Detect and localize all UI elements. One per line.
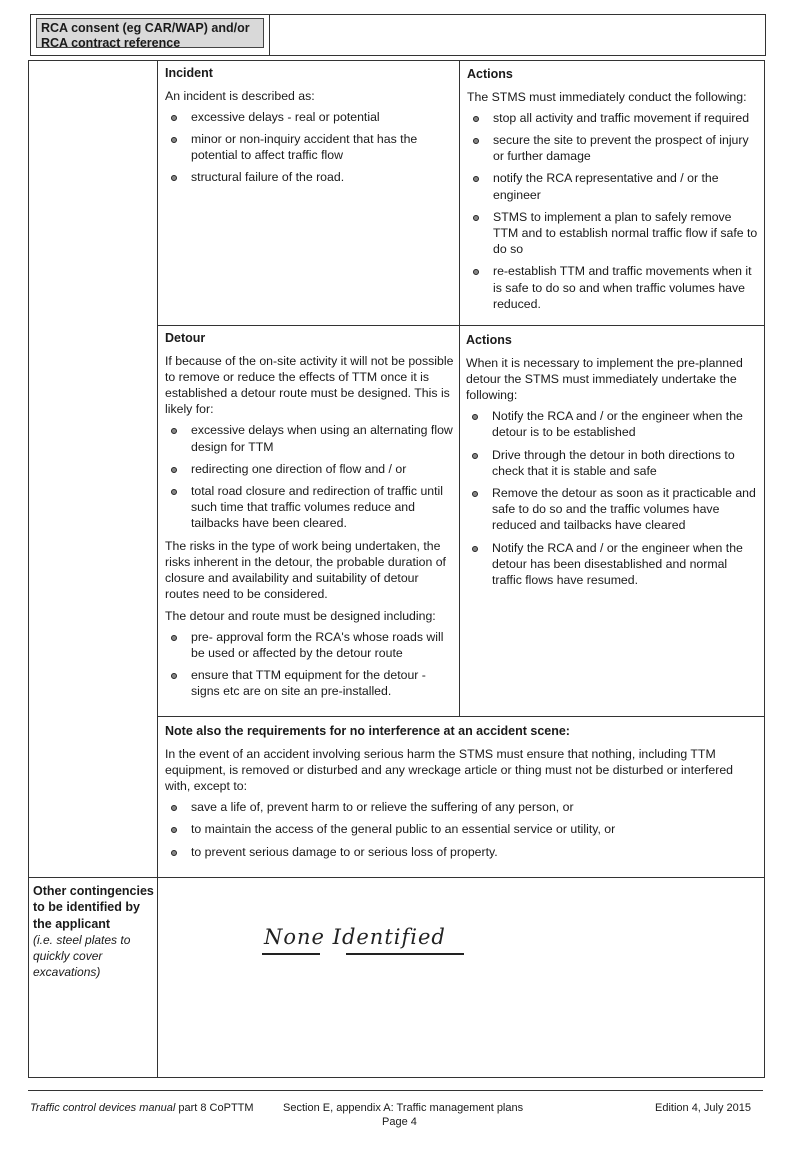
divider (459, 61, 460, 716)
incident-actions-list (467, 110, 759, 312)
note-heading: Note also the requirements for no interference at an accident scene: (165, 724, 570, 738)
detour-heading: Detour (165, 331, 206, 345)
detour-design-list (165, 629, 455, 700)
list-item: excessive delays - real or potential (165, 109, 455, 125)
list-item: to maintain the access of the general public to an essential service or utility, or (165, 821, 759, 837)
divider (157, 716, 764, 717)
rca-consent-row (30, 14, 766, 56)
list-item: minor or non-inquiry accident that has the potential to affect traffic flow (165, 131, 455, 163)
list-item: excessive delays when using an alternating flow design for TTM (165, 422, 455, 454)
list-item: to prevent serious damage to or serious loss of property. (165, 844, 759, 860)
note-cell (165, 723, 759, 866)
detour-actions-heading: Actions (466, 333, 512, 347)
footer-manual-title: Traffic control devices manual (30, 1102, 176, 1114)
footer-manual (30, 1101, 254, 1116)
rca-consent-label: RCA consent (eg CAR/WAP) and/or RCA contract reference (36, 18, 264, 48)
handwritten-answer: None Identified (264, 925, 446, 949)
other-contingencies-cell (33, 883, 155, 980)
list-item: Notify the RCA and / or the engineer when the detour is to be established (466, 408, 758, 440)
other-contingencies-hint: (i.e. steel plates to quickly cover excavations) (33, 932, 131, 980)
underline (346, 953, 464, 955)
incident-cell (165, 65, 455, 192)
detour-actions-intro: When it is necessary to implement the pre-planned detour the STMS must immediately undertake the following: (466, 355, 743, 402)
detour-intro: If because of the on-site activity it will not be possible to remove or reduce the effects of TTM once it is established a detour route must be designed. This is likely for: (165, 353, 454, 417)
list-item: redirecting one direction of flow and / or (165, 461, 455, 477)
list-item: Remove the detour as soon as it practicable and safe to do so and the traffic volumes have reduced and tailbacks have cleared (466, 485, 758, 534)
incident-intro: An incident is described as: (165, 88, 315, 103)
detour-design-intro: The detour and route must be designed including: (165, 608, 436, 623)
detour-actions-list (466, 408, 758, 588)
detour-risks: The risks in the type of work being undertaken, the risks inherent in the detour, the probable duration of closure and availability and suitability of detour routes need to be considered. (165, 538, 446, 602)
list-item: Drive through the detour in both directions to check that it is stable and safe (466, 447, 758, 479)
divider (29, 877, 764, 878)
list-item: save a life of, prevent harm to or relieve the suffering of any person, or (165, 799, 759, 815)
list-item: secure the site to prevent the prospect of injury or further damage (467, 132, 759, 164)
detour-cell (165, 330, 455, 706)
incident-actions-heading: Actions (467, 67, 513, 81)
note-list (165, 799, 759, 860)
incident-actions-cell (467, 66, 759, 318)
list-item: notify the RCA representative and / or the engineer (467, 170, 759, 202)
divider (269, 15, 270, 55)
incident-heading: Incident (165, 66, 213, 80)
list-item: stop all activity and traffic movement if required (467, 110, 759, 126)
list-item: re-establish TTM and traffic movements when it is safe to do so and when traffic volumes have reduced. (467, 263, 759, 312)
footer-edition: Edition 4, July 2015 (655, 1102, 752, 1114)
list-item: structural failure of the road. (165, 169, 455, 185)
divider (157, 61, 158, 1077)
footer-section: Section E, appendix A: Traffic management plans (283, 1102, 524, 1114)
list-item: total road closure and redirection of traffic until such time that traffic volumes reduce and tailbacks have been cleared. (165, 483, 455, 532)
incident-actions-intro: The STMS must immediately conduct the following: (467, 89, 747, 104)
footer-manual-part: part 8 CoPTTM (178, 1102, 254, 1114)
detour-actions-cell (466, 332, 758, 594)
note-intro: In the event of an accident involving serious harm the STMS must ensure that nothing, including TTM equipment, is removed or disturbed and any wreckage article or thing must not be disturbed or interfered with, except to: (165, 746, 734, 793)
list-item: STMS to implement a plan to safely remove TTM and to establish normal traffic flow if safe to do so (467, 209, 759, 258)
detour-list (165, 422, 455, 531)
list-item: Notify the RCA and / or the engineer when the detour has been disestablished and normal traffic flows have resumed. (466, 540, 758, 589)
footer-rule (28, 1090, 763, 1091)
divider (157, 325, 764, 326)
footer-page-number: Page 4 (382, 1116, 417, 1128)
other-contingencies-label: Other contingencies to be identified by the applicant (33, 884, 154, 931)
underline (262, 953, 320, 955)
list-item: ensure that TTM equipment for the detour - signs etc are on site an pre-installed. (165, 667, 455, 699)
list-item: pre- approval form the RCA's whose roads will be used or affected by the detour route (165, 629, 455, 661)
incident-list (165, 109, 455, 186)
